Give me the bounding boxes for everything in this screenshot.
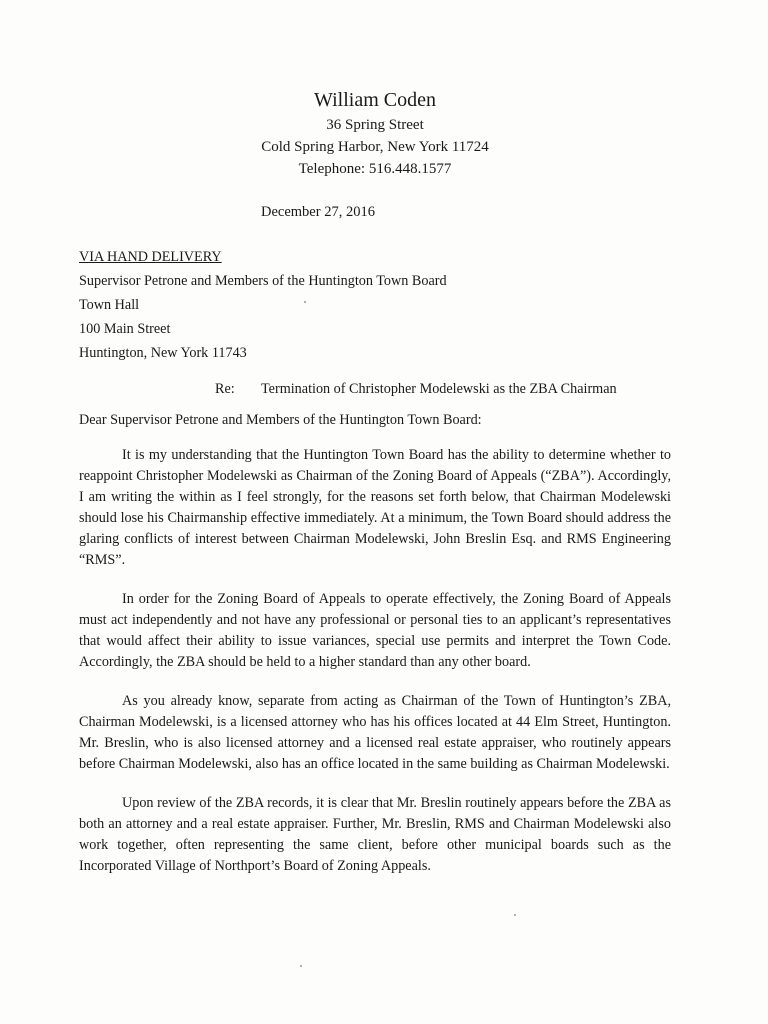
body-paragraph: Upon review of the ZBA records, it is clear that Mr. Breslin routinely appears before the ZBA as both an attorney and a real estate appraiser. Further, Mr. Breslin, RMS and Chairman Modelewski also work together, often representing the same client, before other municipal boards such as the Incorporated Village of Northport’s Board of Zoning Appeals. [79,795,671,874]
body-paragraph: It is my understanding that the Huntington Town Board has the ability to determine whether to reappoint Christopher Modelewski as Chairman of the Zoning Board of Appeals (“ZBA”). Accordingly, I am writing the within as I feel strongly, for the reasons set forth below, that Chairman Modelewski should lose his Chairmanship effective immediately. At a minimum, the Town Board should address the glaring conflicts of interest between Chairman Modelewski, John Breslin Esq. and RMS Engineering “RMS”. [79,447,671,568]
subject-line [215,379,617,400]
letter-date: December 27, 2016 [261,204,375,220]
recipient-line: Supervisor Petrone and Members of the Huntington Town Board [79,273,447,289]
letterhead [0,86,768,180]
recipient-line: Town Hall [79,297,140,313]
body-paragraph: As you already know, separate from acting as Chairman of the Town of Huntington’s ZBA, Chairman Modelewski, is a licensed attorney who has his offices located at 44 Elm Street, Huntington. Mr. Breslin, who is also licensed attorney and a licensed real estate appraiser, who routinely appears before Chairman Modelewski, also has an office located in the same building as Chairman Modelewski. [79,693,671,772]
subject-label: Re: [215,381,235,397]
sender-street: 36 Spring Street [326,117,424,133]
letter-body [79,445,671,895]
sender-city: Cold Spring Harbor, New York 11724 [261,139,489,155]
delivery-method: VIA HAND DELIVERY [79,249,222,265]
body-paragraph: In order for the Zoning Board of Appeals to operate effectively, the Zoning Board of Appeals must act independently and not have any professional or personal ties to an applicant’s representatives that would affect their ability to issue variances, special use permits and interpret the Town Code. Accordingly, the ZBA should be held to a higher standard than any other board. [79,591,671,670]
recipient-line: Huntington, New York 11743 [79,345,247,361]
scan-speck [514,914,516,916]
recipient-line: 100 Main Street [79,321,171,337]
salutation: Dear Supervisor Petrone and Members of the Huntington Town Board: [79,412,482,428]
subject-text: Termination of Christopher Modelewski as the ZBA Chairman [261,381,617,397]
sender-telephone: Telephone: 516.448.1577 [298,161,452,177]
sender-name: William Coden [314,89,436,111]
recipient-address [79,245,447,365]
scan-speck [304,301,306,303]
scan-speck [300,965,302,967]
